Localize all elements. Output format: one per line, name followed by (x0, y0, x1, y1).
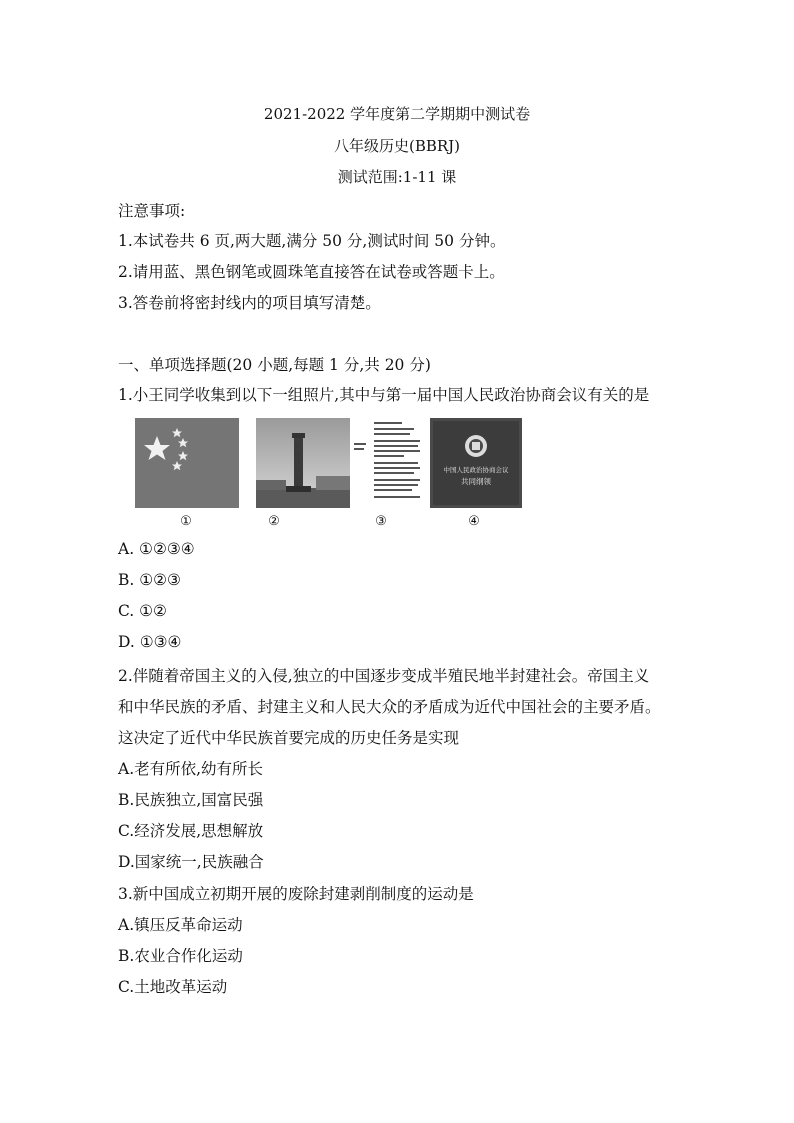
photo-label: ④ (468, 514, 480, 529)
question-1-photos (135, 418, 525, 528)
exam-scope: 测试范围:1-11 课 (337, 168, 457, 186)
question-2-stem: 这决定了近代中华民族首要完成的历史任务是实现 (118, 729, 460, 747)
monument-photo (256, 418, 360, 508)
option-d: D. ①③④ (118, 633, 182, 651)
flag-photo (135, 418, 239, 508)
option-b: B. ①②③ (118, 571, 181, 589)
option-b: B.农业合作化运动 (118, 947, 243, 965)
photo-label: ③ (375, 514, 387, 529)
option-a: A. ①②③④ (118, 540, 195, 558)
document-photo (350, 418, 442, 508)
notice-item: 1.本试卷共 6 页,两大题,满分 50 分,测试时间 50 分钟。 (118, 232, 506, 250)
notice-item: 3.答卷前将密封线内的项目填写清楚。 (118, 294, 381, 312)
question-2-stem: 和中华民族的矛盾、封建主义和人民大众的矛盾成为近代中国社会的主要矛盾。 (118, 698, 661, 716)
option-a: A.镇压反革命运动 (118, 916, 243, 934)
option-b: B.民族独立,国富民强 (118, 791, 264, 809)
option-d: D.国家统一,民族融合 (118, 853, 264, 871)
notice-item: 2.请用蓝、黑色钢笔或圆珠笔直接答在试卷或答题卡上。 (118, 263, 505, 281)
option-c: C.土地改革运动 (118, 978, 228, 996)
option-c: C. ①② (118, 602, 167, 620)
question-2-stem: 2.伴随着帝国主义的入侵,独立的中国逐步变成半殖民地半封建社会。帝国主义 (118, 667, 650, 685)
question-3-stem: 3.新中国成立初期开展的废除封建剥削制度的运动是 (118, 885, 474, 903)
option-a: A.老有所依,幼有所长 (118, 760, 264, 778)
question-1-stem: 1.小王同学收集到以下一组照片,其中与第一届中国人民政治协商会议有关的是 (118, 386, 650, 404)
section-heading: 一、单项选择题(20 小题,每题 1 分,共 20 分) (118, 356, 431, 374)
book-cover-org: 中国人民政治协商会议 (443, 466, 509, 474)
notice-heading: 注意事项: (118, 202, 186, 220)
book-cover-photo (430, 418, 522, 508)
photo-label: ① (180, 514, 192, 529)
photo-label: ② (268, 514, 280, 529)
option-c: C.经济发展,思想解放 (118, 822, 264, 840)
exam-title: 2021-2022 学年度第二学期期中测试卷 (263, 105, 531, 123)
exam-subtitle: 八年级历史(BBRJ) (333, 137, 461, 155)
book-cover-title: 共同纲领 (461, 477, 491, 486)
